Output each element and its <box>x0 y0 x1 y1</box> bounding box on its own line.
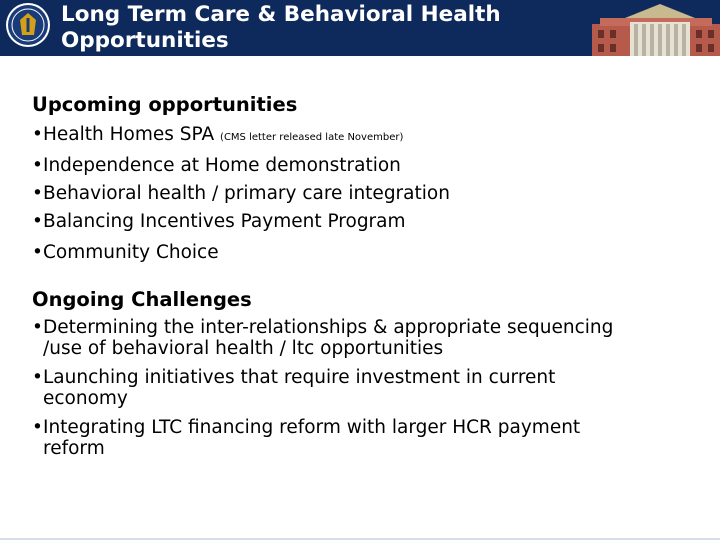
challenge-item <box>32 367 712 409</box>
slide-title <box>61 2 501 54</box>
upcoming-item-note: (CMS letter released late November) <box>220 132 404 143</box>
challenges-heading: Ongoing Challenges <box>32 288 252 311</box>
upcoming-item <box>32 155 712 176</box>
state-house-image <box>570 0 720 56</box>
slide-title-line1: Long Term Care & Behavioral Health <box>61 2 501 27</box>
upcoming-heading: Upcoming opportunities <box>32 93 298 116</box>
upcoming-item <box>32 242 712 263</box>
challenge-item-line: reform <box>43 438 105 459</box>
challenge-item-line: • Determining the inter-relationships & appropriate sequencing <box>43 317 614 338</box>
slide-content <box>32 90 712 459</box>
upcoming-item-text: Independence at Home demonstration <box>43 155 401 176</box>
upcoming-item <box>32 183 712 204</box>
upcoming-item <box>32 211 712 232</box>
upcoming-item-text: Community Choice <box>43 242 219 263</box>
upcoming-item-text: Behavioral health / primary care integration <box>43 183 450 204</box>
upcoming-item-text: Health Homes SPA <box>43 124 215 145</box>
challenge-item-line: • Launching initiatives that require investment in current <box>43 367 556 388</box>
challenge-item-line: economy <box>43 388 128 409</box>
challenge-item <box>32 417 712 459</box>
upcoming-item <box>32 124 712 148</box>
upcoming-item-text: Balancing Incentives Payment Program <box>43 211 406 232</box>
state-seal-icon <box>5 2 51 48</box>
slide-title-line2: Opportunities <box>61 28 229 53</box>
challenge-item <box>32 317 712 359</box>
challenge-item-line: /use of behavioral health / ltc opportunities <box>43 338 444 359</box>
slide-header <box>0 0 720 56</box>
challenge-item-line: • Integrating LTC financing reform with larger HCR payment <box>43 417 581 438</box>
